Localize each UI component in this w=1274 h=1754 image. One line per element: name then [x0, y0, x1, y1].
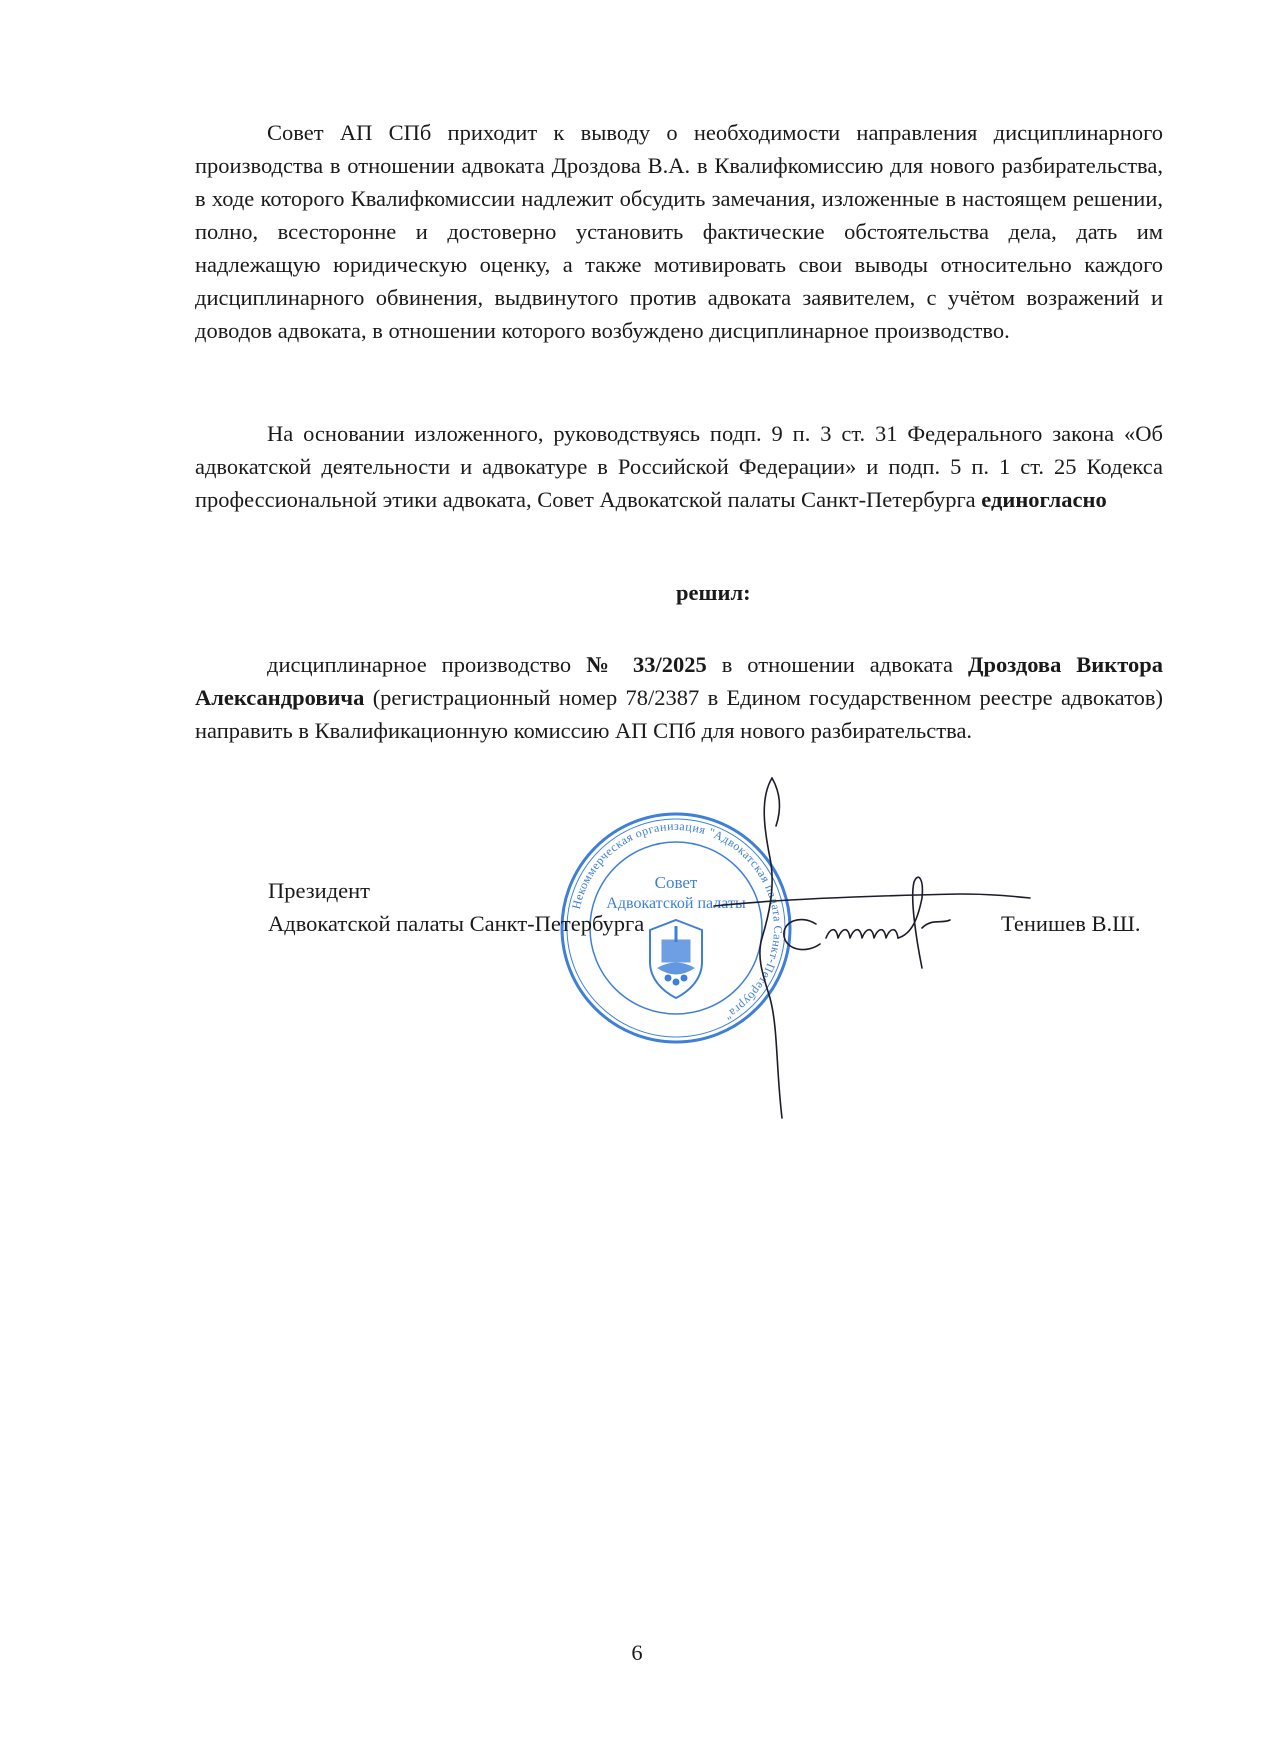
decision-heading: решил: — [676, 580, 751, 605]
page-number: 6 — [631, 1640, 643, 1665]
signatory-position-line-2: Адвокатской палаты Санкт-Петербурга — [268, 911, 645, 936]
handwritten-signature — [660, 768, 1100, 1128]
paragraph-conclusion: Совет АП СПб приходит к выводу о необходимости направления дисциплинарного производства в отношении адвоката Дроздова В.А. в Квалифкомиссию для нового разбирательства, в ходе которого Квалифкомиссии надлежит обсудить замечания, изложенные в настоящем решении, полно, всесторонне и достоверно установить фактические обстоятельства дела, дать им надлежащую юридическую оценку, а также мотивировать свои выводы относительно каждого дисциплинарного обвинения, выдвинутого против адвоката заявителем, с учётом возражений и доводов адвоката, в отношении которого возбуждено дисциплинарное производство. — [195, 120, 1163, 343]
decision-part-3: (регистрационный номер 78/2387 в Едином государственном реестре адвокатов) направить в Квалификационную комиссию АП СПб для нового разбирательства. — [195, 685, 1163, 743]
decision-part-1: дисциплинарное производство — [267, 652, 572, 677]
stamp-center-line-2: Адвокатской палаты — [606, 895, 746, 912]
unanimously-text: единогласно — [981, 487, 1107, 512]
signatory-name: Тенишев В.Ш. — [1001, 911, 1141, 936]
decision-part-2: в отношении адвоката — [721, 652, 954, 677]
paragraph-grounds — [195, 417, 1163, 516]
signatory-position-line-1: Президент — [268, 878, 370, 903]
case-number: № 33/2025 — [586, 652, 707, 677]
stamp-ring-text: Некоммерческая организация "Адвокатская палата Санкт-Петербурга" — [568, 818, 786, 1024]
paragraph-decision — [195, 648, 1163, 747]
lawyer-name: Дроздова Виктора Александровича — [195, 652, 1163, 710]
stamp-center-line-1: Совет — [654, 873, 698, 892]
grounds-text: На основании изложенного, руководствуясь подп. 9 п. 3 ст. 31 Федерального закона «Об адвокатской деятельности и адвокатуре в Российской Федерации» и подп. 5 п. 1 ст. 25 Кодекса профессиональной этики адвоката, Совет Адвокатской палаты Санкт-Петербурга — [195, 421, 1163, 512]
